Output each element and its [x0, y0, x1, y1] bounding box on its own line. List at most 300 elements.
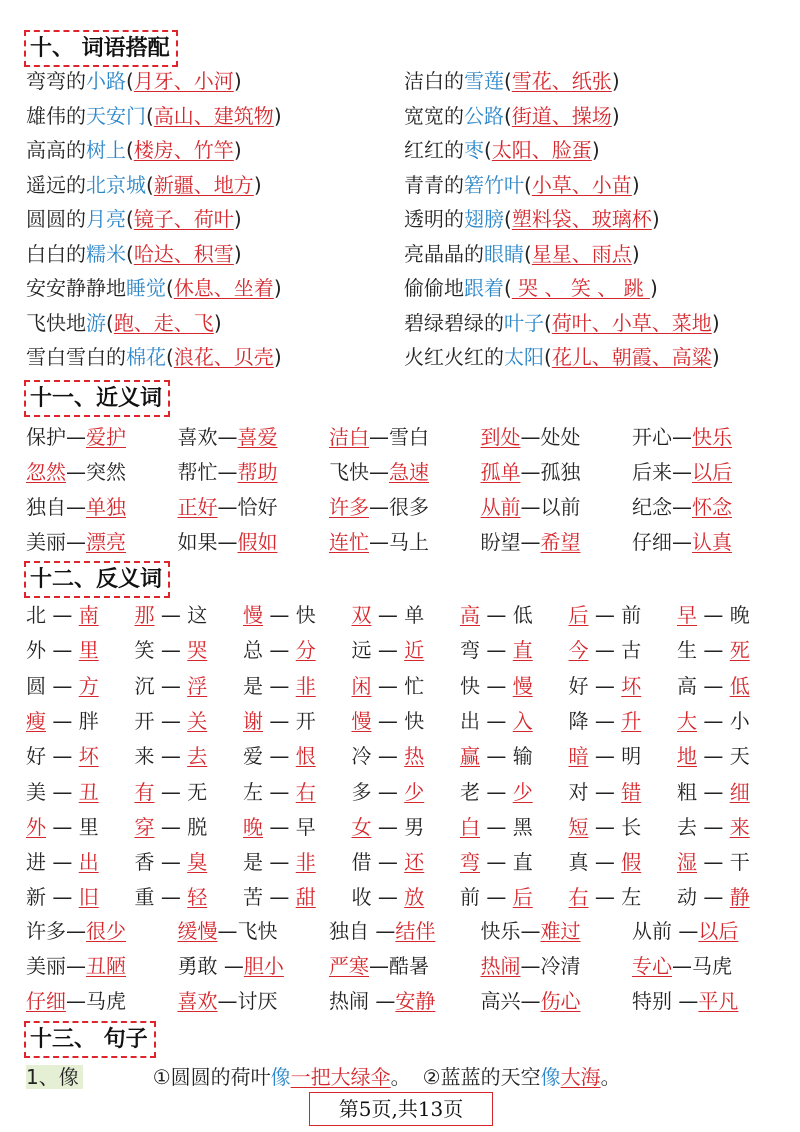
collocation-prefix: 透明的 [404, 207, 464, 231]
antonym-word: 北 [26, 603, 46, 627]
antonym-answer: 弯 [460, 850, 480, 875]
dash: — [46, 814, 79, 839]
dash: — [46, 885, 79, 910]
dash: — [263, 638, 296, 663]
dash: — [66, 919, 86, 943]
dash: — [520, 919, 541, 943]
antonym-answer: 热 [404, 744, 425, 769]
antonym-pair-wide [481, 914, 581, 948]
antonym-pair [352, 845, 425, 879]
dash: — [46, 603, 79, 627]
antonym-pair [677, 810, 750, 844]
antonym-word: 晚 [729, 603, 750, 627]
antonym-answer: 升 [621, 708, 642, 733]
antonym-word: 飞快 [237, 919, 278, 943]
antonym-answer: 早 [677, 603, 697, 627]
antonym-pair [460, 739, 533, 773]
antonym-pair-wide [329, 984, 435, 1018]
dash: — [263, 708, 296, 733]
dash: — [263, 850, 296, 875]
antonym-answer: 高 [460, 603, 480, 627]
collocation-answer: 小草、小苗 [531, 172, 632, 197]
synonym-word: 盼望 [480, 530, 521, 554]
dash: — [66, 495, 86, 519]
antonym-pair [243, 669, 316, 703]
close-paren: ) [273, 345, 282, 369]
collocation-item [26, 306, 222, 340]
antonym-word: 动 [677, 885, 697, 910]
dash: — [520, 460, 541, 484]
synonym-answer: 爱护 [86, 425, 126, 449]
antonym-pair [677, 775, 750, 809]
synonym-answer: 以后 [692, 460, 732, 484]
antonym-answer: 谢 [243, 708, 263, 733]
antonym-pair-wide [178, 949, 284, 983]
antonym-answer: 喜欢 [177, 989, 218, 1013]
open-paren: ( [544, 310, 552, 335]
collocation-item [404, 133, 600, 167]
antonym-word: 圆 [26, 673, 46, 698]
antonym-answer: 细 [729, 779, 750, 804]
dash: — [520, 425, 541, 449]
antonym-word: 美丽 [26, 954, 66, 978]
collocation-prefix: 白白的 [26, 241, 86, 266]
collocation-prefix: 宽宽的 [404, 103, 464, 128]
collocation-noun: 天安门 [86, 103, 146, 128]
synonym-answer: 到处 [480, 425, 521, 449]
collocation-item [404, 306, 720, 340]
collocation-noun: 跟着 [464, 276, 504, 300]
antonym-pair [243, 704, 316, 738]
collocation-prefix: 雪白雪白的 [26, 345, 126, 369]
antonym-answer: 热闹 [480, 954, 521, 978]
antonym-pair [352, 669, 425, 703]
antonym-word: 前 [621, 603, 642, 627]
antonym-answer: 出 [78, 850, 99, 875]
dash: — [480, 603, 513, 627]
dash: — [217, 460, 238, 484]
antonym-pair-wide [26, 914, 126, 948]
dash: — [369, 425, 389, 449]
dash: — [46, 708, 79, 733]
antonym-pair [135, 633, 208, 667]
dash: — [588, 850, 622, 875]
synonym-pair [481, 490, 581, 524]
antonym-answer: 以后 [698, 919, 739, 943]
synonym-answer: 孤单 [480, 460, 521, 484]
antonym-answer: 恨 [295, 744, 316, 769]
antonym-pair [569, 704, 642, 738]
antonym-word: 弯 [460, 638, 480, 663]
dash: — [375, 989, 396, 1013]
synonym-pair [632, 490, 732, 524]
antonym-pair-wide [329, 914, 435, 948]
antonym-pair [135, 669, 208, 703]
collocation-answer: 哭 、 笑 、 跳 [511, 276, 650, 300]
antonym-answer: 坏 [621, 673, 642, 698]
antonym-word: 借 [351, 850, 372, 875]
dash: — [588, 673, 622, 698]
collocation-prefix: 火红火红的 [404, 345, 504, 369]
open-paren: ( [504, 207, 512, 231]
antonym-word: 老 [460, 779, 480, 804]
antonym-word: 重 [134, 885, 155, 910]
synonym-word: 突然 [86, 460, 126, 484]
close-paren: ) [233, 138, 242, 162]
antonym-pair [243, 739, 316, 773]
antonym-answer: 后 [512, 885, 533, 910]
antonym-word: 总 [243, 638, 263, 663]
dash: — [371, 603, 405, 627]
synonym-word: 仔细 [632, 530, 672, 554]
synonym-pair [329, 420, 429, 454]
antonym-answer: 右 [295, 779, 316, 804]
collocation-item [26, 340, 282, 374]
antonym-word: 单 [404, 603, 425, 627]
collocation-item [404, 271, 658, 305]
antonym-pair [352, 810, 425, 844]
antonym-pair [677, 739, 750, 773]
dash: — [154, 779, 188, 804]
antonym-answer: 坏 [78, 744, 99, 769]
antonym-answer: 非 [295, 673, 316, 698]
dash: — [371, 814, 405, 839]
synonym-pair [329, 490, 429, 524]
antonym-pair [569, 739, 642, 773]
antonym-answer: 结伴 [395, 919, 436, 943]
antonym-answer: 缓慢 [177, 919, 218, 943]
antonym-answer: 赢 [460, 744, 480, 769]
close-paren: ) [233, 207, 242, 231]
antonym-pair [352, 775, 425, 809]
open-paren: ( [166, 345, 174, 369]
antonym-word: 脱 [187, 814, 208, 839]
dash: — [223, 954, 244, 978]
antonym-pair-wide [26, 984, 126, 1018]
synonym-pair [329, 525, 429, 559]
antonym-pair [677, 704, 750, 738]
dash: — [263, 885, 296, 910]
antonym-pair-wide [26, 949, 126, 983]
close-paren: ) [611, 103, 620, 128]
section-12-heading: 十二、反义词 [24, 561, 170, 598]
dash: — [46, 638, 79, 663]
synonym-pair [178, 525, 278, 559]
open-paren: ( [146, 103, 154, 128]
antonym-pair [569, 775, 642, 809]
antonym-word: 古 [621, 638, 642, 663]
dash: — [217, 989, 238, 1013]
open-paren: ( [504, 276, 512, 300]
dash: — [480, 708, 513, 733]
collocation-item [26, 202, 242, 236]
antonym-word: 左 [621, 885, 642, 910]
dash: — [588, 603, 622, 627]
antonym-pair [243, 598, 316, 632]
dash: — [66, 530, 86, 554]
collocation-noun: 叶子 [504, 310, 544, 335]
antonym-word: 胖 [78, 708, 99, 733]
antonym-pair [460, 845, 533, 879]
close-paren: ) [631, 172, 640, 197]
close-paren: ) [273, 103, 282, 128]
synonym-answer: 从前 [480, 495, 521, 519]
antonym-pair [135, 845, 208, 879]
dash: — [588, 744, 622, 769]
antonym-word: 里 [78, 814, 99, 839]
antonym-pair [677, 633, 750, 667]
collocation-noun: 糯米 [86, 241, 126, 266]
antonym-word: 苦 [243, 885, 263, 910]
antonym-answer: 湿 [677, 850, 697, 875]
collocation-row [26, 271, 786, 305]
open-paren: ( [484, 138, 492, 162]
collocation-prefix: 雄伟的 [26, 103, 86, 128]
antonym-answer: 大 [677, 708, 697, 733]
antonym-word: 早 [295, 814, 316, 839]
synonym-answer: 假如 [237, 530, 278, 554]
collocation-prefix: 高高的 [26, 138, 86, 162]
synonym-word: 开心 [632, 425, 672, 449]
antonym-word: 天 [729, 744, 750, 769]
dash: — [672, 530, 692, 554]
collocation-noun: 棉花 [126, 345, 166, 369]
synonym-answer: 忽然 [26, 460, 66, 484]
synonym-pair [178, 455, 278, 489]
antonym-answer: 仔细 [26, 989, 66, 1013]
dash: — [371, 638, 405, 663]
dash: — [697, 885, 730, 910]
antonym-word: 来 [134, 744, 155, 769]
antonym-word: 是 [243, 850, 263, 875]
collocation-answer: 新疆、地方 [153, 172, 254, 197]
synonym-answer: 帮助 [237, 460, 278, 484]
antonym-answer: 臭 [187, 850, 208, 875]
antonym-answer: 丑陋 [86, 954, 126, 978]
antonym-pair [460, 775, 533, 809]
dash: — [154, 708, 188, 733]
synonym-answer: 连忙 [329, 530, 369, 554]
close-paren: ) [253, 172, 262, 197]
antonym-answer: 浮 [187, 673, 208, 698]
open-paren: ( [146, 172, 154, 197]
antonym-answer: 慢 [351, 708, 372, 733]
collocation-item [404, 168, 640, 202]
dash: — [480, 744, 513, 769]
antonym-pair [677, 845, 750, 879]
dash: — [697, 603, 730, 627]
section-10-heading: 十、 词语搭配 [24, 30, 178, 67]
dash: — [46, 850, 79, 875]
antonym-word: 马虎 [86, 989, 126, 1013]
antonym-word: 独自 [329, 919, 376, 943]
antonym-pair [26, 775, 99, 809]
close-paren: ) [631, 241, 640, 266]
collocation-answer: 花儿、朝霞、高粱 [551, 345, 712, 369]
collocation-prefix: 红红的 [404, 138, 464, 162]
dash: — [46, 744, 79, 769]
antonym-word: 快 [404, 708, 425, 733]
antonym-answer: 方 [78, 673, 99, 698]
antonym-word: 降 [568, 708, 589, 733]
antonym-answer: 闲 [351, 673, 372, 698]
antonym-pair [460, 810, 533, 844]
antonym-pair [243, 775, 316, 809]
dash: — [697, 708, 730, 733]
antonym-answer: 伤心 [540, 989, 581, 1013]
collocation-answer: 塑料袋、玻璃杯 [511, 207, 652, 231]
antonym-word: 对 [568, 779, 589, 804]
collocation-answer: 雪花、纸张 [511, 69, 612, 93]
antonym-word: 冷清 [540, 954, 581, 978]
antonym-word: 冷 [351, 744, 372, 769]
synonym-answer: 怀念 [692, 495, 732, 519]
dash: — [263, 814, 296, 839]
dash: — [371, 850, 405, 875]
antonym-word: 好 [568, 673, 589, 698]
synonym-word: 纪念 [632, 495, 672, 519]
antonym-word: 笑 [134, 638, 155, 663]
collocation-noun: 公路 [464, 103, 504, 128]
antonym-pair [135, 775, 208, 809]
antonym-answer: 专心 [632, 954, 672, 978]
dash: — [217, 919, 238, 943]
antonym-word: 快 [295, 603, 316, 627]
antonym-pair [460, 704, 533, 738]
antonym-word: 低 [512, 603, 533, 627]
dash: — [480, 673, 513, 698]
collocation-prefix: 弯弯的 [26, 69, 86, 93]
close-paren: ) [591, 138, 600, 162]
antonym-answer: 非 [295, 850, 316, 875]
synonym-answer: 急速 [389, 460, 429, 484]
antonym-pair [352, 880, 425, 914]
antonym-answer: 入 [512, 708, 533, 733]
collocation-answer: 太阳、脸蛋 [491, 138, 592, 162]
antonym-word: 好 [26, 744, 46, 769]
dash: — [678, 989, 699, 1013]
antonym-word: 酷暑 [389, 954, 429, 978]
antonym-answer: 南 [78, 603, 99, 627]
collocation-noun: 睡觉 [126, 276, 166, 300]
dash: — [369, 954, 389, 978]
synonym-answer: 快乐 [692, 425, 732, 449]
antonym-answer: 死 [729, 638, 750, 663]
close-paren: ) [213, 310, 222, 335]
antonym-word: 讨厌 [237, 989, 278, 1013]
antonym-answer: 错 [621, 779, 642, 804]
antonym-word: 长 [621, 814, 642, 839]
dash: — [588, 779, 622, 804]
synonym-pair [26, 455, 126, 489]
antonym-answer: 瘦 [26, 708, 46, 733]
antonym-pair [26, 598, 99, 632]
antonym-word: 输 [512, 744, 533, 769]
synonym-word: 美丽 [26, 530, 66, 554]
antonym-word: 真 [568, 850, 589, 875]
dash: — [217, 425, 238, 449]
antonym-answer: 关 [187, 708, 208, 733]
synonym-word: 如果 [177, 530, 218, 554]
dash: — [588, 708, 622, 733]
synonym-word: 喜欢 [177, 425, 218, 449]
dash: — [371, 779, 405, 804]
antonym-answer: 少 [512, 779, 533, 804]
antonym-word: 这 [187, 603, 208, 627]
antonym-word: 远 [351, 638, 372, 663]
antonym-word: 马虎 [692, 954, 732, 978]
antonym-pair-wide [481, 949, 581, 983]
antonym-pair [677, 880, 750, 914]
collocation-prefix: 飞快地 [26, 310, 86, 335]
dash: — [672, 425, 692, 449]
close-paren: ) [651, 207, 660, 231]
antonym-pair [243, 633, 316, 667]
dash: — [66, 425, 86, 449]
antonym-answer: 严寒 [329, 954, 369, 978]
sentence-1-like: 像 [270, 1065, 291, 1089]
antonym-answer: 很少 [86, 919, 126, 943]
synonym-word: 雪白 [389, 425, 429, 449]
antonym-word: 从前 [632, 919, 679, 943]
dash: — [154, 673, 188, 698]
close-paren: ) [711, 310, 720, 335]
antonym-pair [352, 633, 425, 667]
open-paren: ( [524, 172, 532, 197]
antonym-word: 外 [26, 638, 46, 663]
collocation-item [404, 99, 620, 133]
collocation-answer: 星星、雨点 [531, 241, 632, 266]
dash: — [371, 708, 405, 733]
dash: — [154, 603, 188, 627]
antonym-answer: 还 [404, 850, 425, 875]
close-paren: ) [233, 241, 242, 266]
antonym-answer: 假 [621, 850, 642, 875]
synonym-answer: 认真 [692, 530, 732, 554]
close-paren: ) [273, 276, 282, 300]
collocation-answer: 镜子、荷叶 [133, 207, 234, 231]
dash: — [480, 885, 513, 910]
antonym-pair [352, 739, 425, 773]
sentence-2-answer: 大海 [560, 1065, 601, 1089]
antonym-word: 干 [729, 850, 750, 875]
antonym-answer: 慢 [512, 673, 533, 698]
collocation-noun: 眼睛 [484, 241, 524, 266]
dash: — [154, 744, 188, 769]
antonym-word: 无 [187, 779, 208, 804]
antonym-answer: 地 [677, 744, 697, 769]
antonym-answer: 穿 [134, 814, 155, 839]
dash: — [66, 460, 86, 484]
dash: — [369, 495, 389, 519]
dash: — [371, 885, 405, 910]
sentence-2-start: ②蓝蓝的天空 [422, 1065, 541, 1089]
synonym-pair [632, 455, 732, 489]
dash: — [263, 603, 296, 627]
antonym-answer: 女 [351, 814, 372, 839]
antonym-answer: 难过 [540, 919, 581, 943]
antonym-answer: 有 [134, 779, 155, 804]
antonym-pair [135, 880, 208, 914]
antonym-word: 去 [677, 814, 697, 839]
antonym-pair [243, 880, 316, 914]
dash: — [520, 954, 541, 978]
dash: — [46, 673, 79, 698]
antonym-answer: 放 [404, 885, 425, 910]
collocation-noun: 小路 [86, 69, 126, 93]
collocation-noun: 月亮 [86, 207, 126, 231]
synonym-pair [329, 455, 429, 489]
